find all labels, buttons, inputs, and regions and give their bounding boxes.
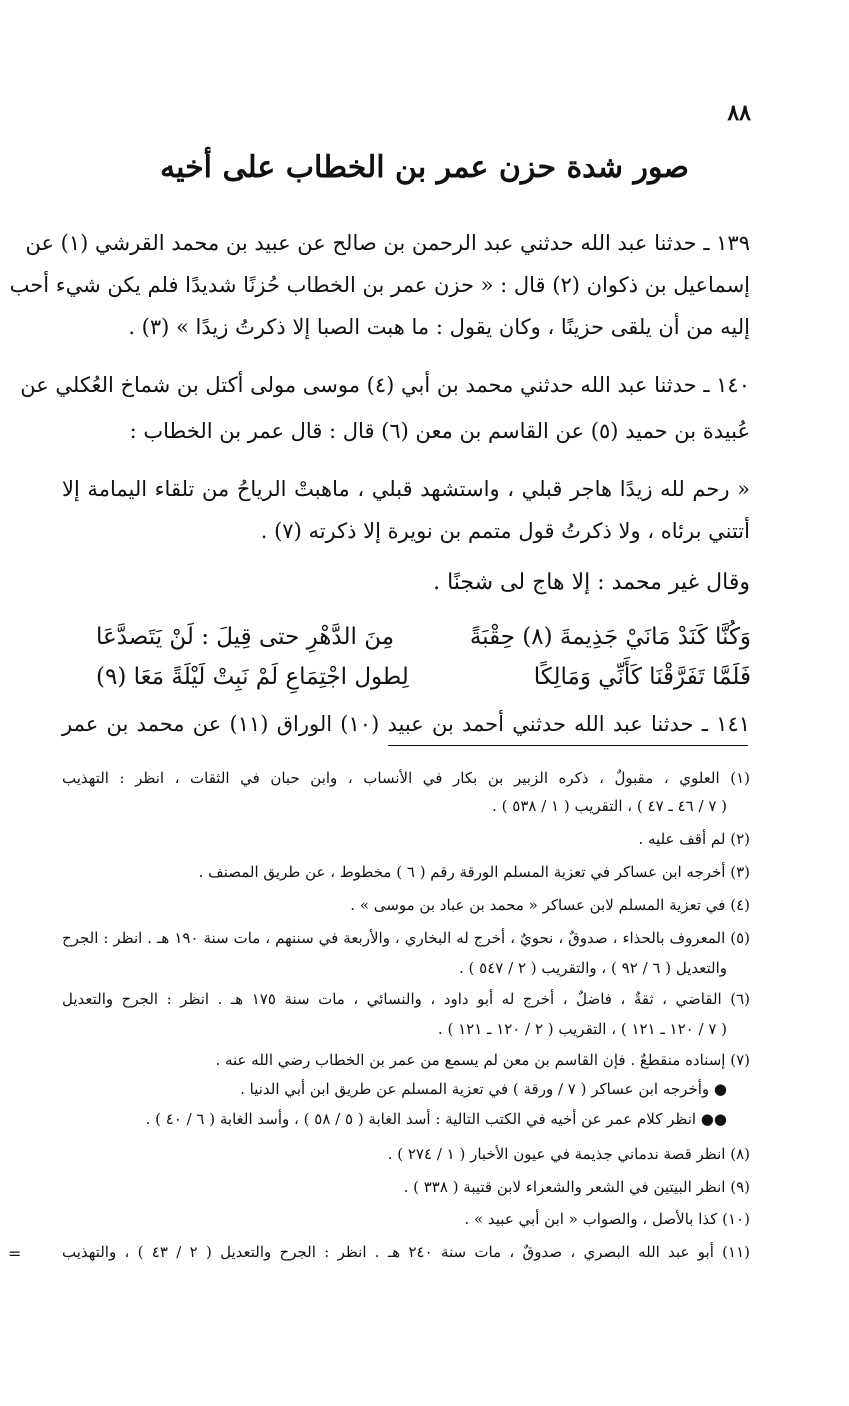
body-line: ١٤١ ـ حدثنا عبد الله حدثني أحمد بن عبيد (١٠) الوراق (١١) عن محمد بن عمر <box>62 712 751 736</box>
footnote-line: (٥) المعروف بالحذاء ، صدوقٌ ، نحويٌ ، أخرج له البخاري ، والأربعة في سننهم ، مات سنة ١٩٠ هـ . انظر : الجرح <box>62 929 750 947</box>
footnote-line: (٦) القاضي ، ثقةٌ ، فاضلٌ ، أخرج له أبو داود ، والنسائي ، مات سنة ١٧٥ هـ . انظر : الجرح والتعديل <box>62 990 750 1008</box>
footnote-line: (١١) أبو عبد الله البصري ، صدوقٌ ، مات سنة ٢٤٠ هـ . انظر : الجرح والتعديل ( ٢ / ٤٣ ) ، والتهذيب <box>62 1243 751 1261</box>
footnote-line: (١) العلوي ، مقبولٌ ، ذكره الزبير بن بكار في الأنساب ، وابن حبان في الثقات ، انظر : التهذيب <box>62 769 750 787</box>
footnote-line: (٣) أخرجه ابن عساكر في تعزية المسلم الورقة رقم ( ٦ ) مخطوط ، عن طريق المصنف . <box>198 863 750 881</box>
body-line: إليه من أن يلقى حزينًا ، وكان يقول : ما هبت الصبا إلا ذكرتُ زيدًا » (٣) . <box>128 315 750 339</box>
footnote-line: ●● انظر كلام عمر عن أخيه في الكتب التالية : أسد الغابة ( ٥ / ٥٨ ) ، وأسد الغابة ( ٦ / ٤٠ ) . <box>145 1110 727 1128</box>
footnote-line: والتعديل ( ٦ / ٩٢ ) ، والتقريب ( ٢ / ٥٤٧ ) . <box>459 959 727 977</box>
section-title: صور شدة حزن عمر بن الخطاب على أخيه <box>160 150 689 185</box>
footnote-separator <box>388 745 748 746</box>
verse-hemistich-first: فَلَمَّا تَفَرَّقْنَا كَأَنِّي وَمَالِكًا <box>533 664 751 690</box>
body-line: عُبيدة بن حميد (٥) عن القاسم بن معن (٦) قال : قال عمر بن الخطاب : <box>129 419 750 443</box>
verse-hemistich-second: مِنَ الدَّهْرِ حتى قِيلَ : لَنْ يَتَصدَّعَا <box>96 624 395 650</box>
footnote-line: ( ٧ / ١٢٠ ـ ١٢١ ) ، التقريب ( ٢ / ١٢٠ ـ ١٢١ ) . <box>437 1020 727 1038</box>
footnote-line: (٧) إسناده منقطعٌ . فإن القاسم بن معن لم يسمع من عمر بن الخطاب رضي الله عنه . <box>215 1051 750 1069</box>
quote-line: « رحم لله زيدًا هاجر قبلي ، واستشهد قبلي ، ماهبتْ الرياحُ من تلقاء اليمامة إلا <box>62 477 750 501</box>
footnote-line: (٤) في تعزية المسلم لابن عساكر « محمد بن عباد بن موسى » . <box>350 896 750 914</box>
verse-hemistich-first: وَكُنَّا كَنَدْ مَانَيْ جَذِيمةَ (٨) حِقْبَةً <box>469 624 751 650</box>
footnote-line: (٩) انظر البيتين في الشعر والشعراء لابن قتيبة ( ٣٣٨ ) . <box>403 1178 750 1196</box>
body-line: ١٣٩ ـ حدثنا عبد الله حدثني عبد الرحمن بن صالح عن عبيد بن محمد القرشي (١) عن <box>25 231 750 255</box>
footnote-line: (٢) لم أقف عليه . <box>638 830 750 848</box>
footnote-line: (١٠) كذا بالأصل ، والصواب « ابن أبي عبيد » . <box>464 1210 750 1228</box>
intro-line: وقال غير محمد : إلا هاج لى شجنًا . <box>433 570 750 595</box>
footnote-line: (٨) انظر قصة ندماني جذيمة في عيون الأخبار ( ١ / ٢٧٤ ) . <box>387 1145 750 1163</box>
page-number: ٨٨ <box>727 100 751 126</box>
body-line: ١٤٠ ـ حدثنا عبد الله حدثني محمد بن أبي (٤) موسى مولى أكتل بن شماخ العُكلي عن <box>20 373 750 397</box>
continuation-mark: = <box>8 1244 22 1263</box>
quote-line: أتتني برئاه ، ولا ذكرتُ قول متمم بن نويرة إلا ذكرته (٧) . <box>260 519 750 543</box>
footnote-line: ● وأخرجه ابن عساكر ( ٧ / ورقة ) في تعزية المسلم عن طريق ابن أبي الدنيا . <box>240 1080 727 1098</box>
footnote-line: ( ٧ / ٤٦ ـ ٤٧ ) ، التقريب ( ١ / ٥٣٨ ) . <box>492 797 727 815</box>
body-line: إسماعيل بن ذكوان (٢) قال : « حزن عمر بن الخطاب حُزنًا شديدًا فلم يكن شيء أحب <box>9 273 750 297</box>
verse-hemistich-second: لِطول اجْتِمَاعِ لَمْ نَبِتْ لَيْلَةً مَعَا (٩) <box>96 664 409 690</box>
